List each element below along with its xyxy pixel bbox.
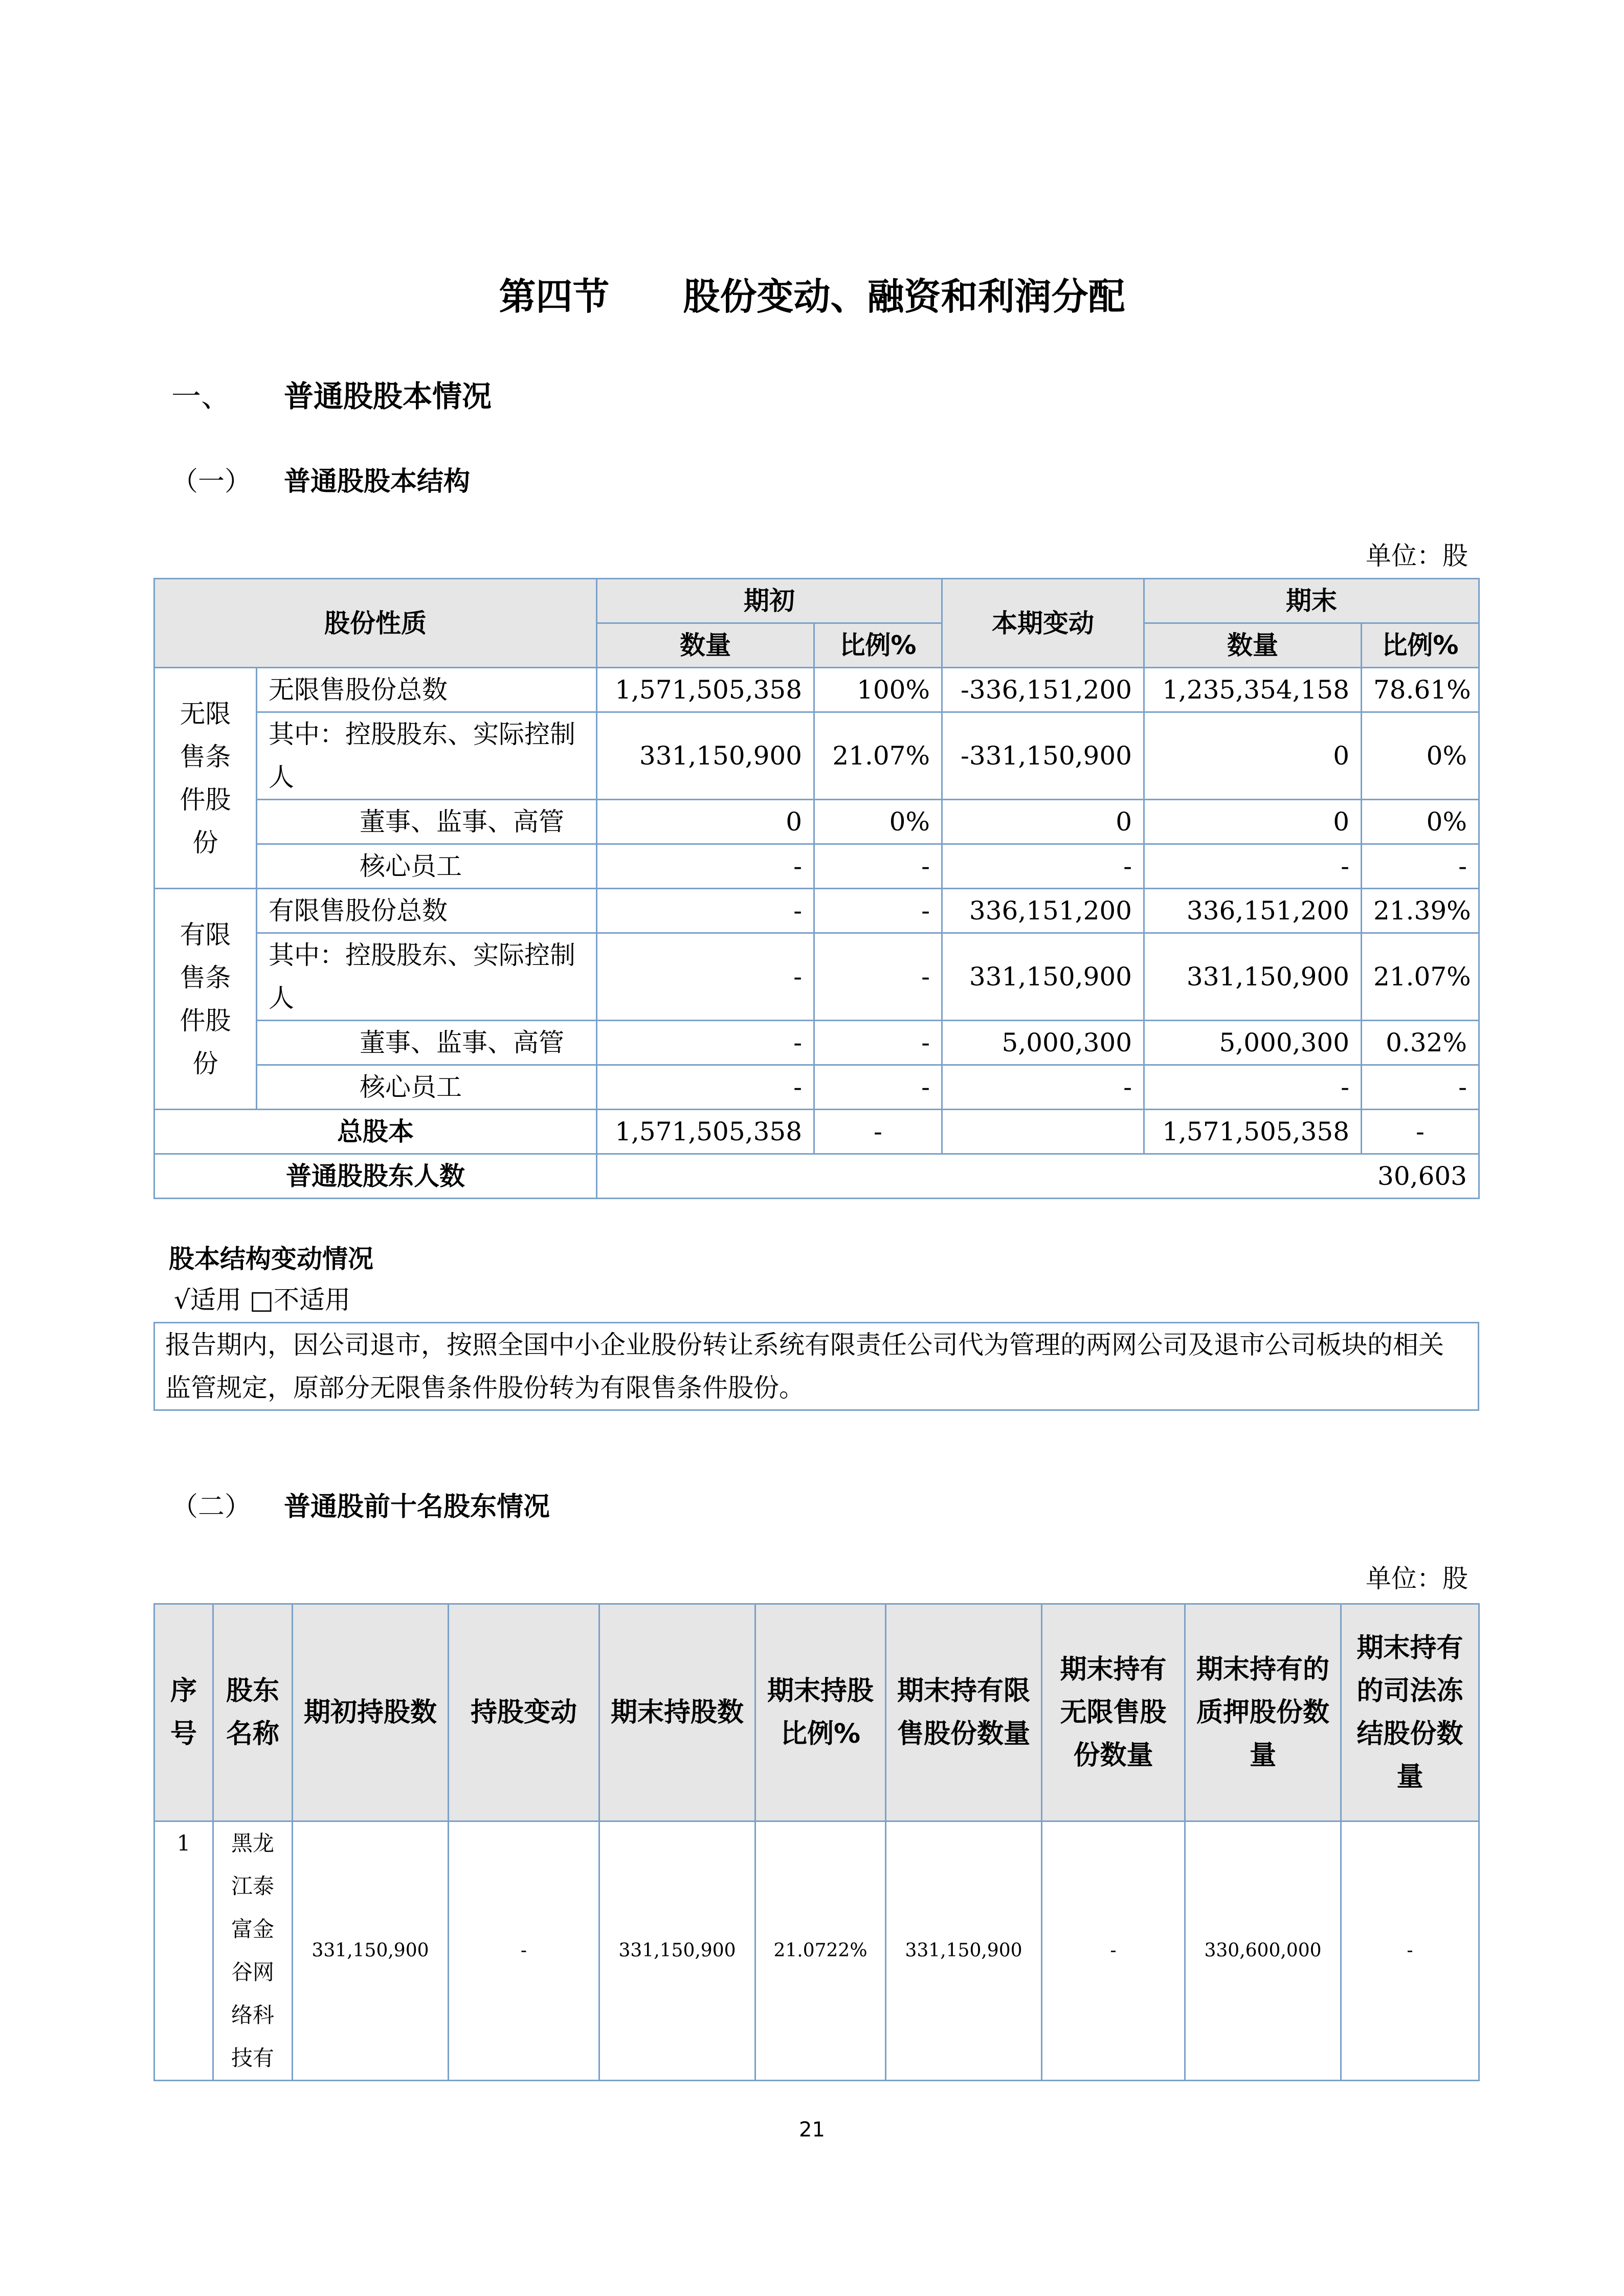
section-title: 第四节 股份变动、融资和利润分配 — [499, 275, 1125, 318]
cell-end-ratio: 0% — [1362, 712, 1479, 800]
col-end-shares: 期末持股数 — [599, 1604, 755, 1821]
header-period-change: 本期变动 — [942, 579, 1144, 668]
cell-end-ratio: 21.07% — [1362, 933, 1479, 1021]
cell-change: 5,000,300 — [942, 1021, 1144, 1065]
row-label: 核心员工 — [257, 1065, 597, 1110]
table-row — [154, 1021, 1479, 1065]
row-label: 董事、监事、高管 — [257, 800, 597, 844]
cell-end-ratio: 78.61% — [1362, 668, 1479, 712]
row-label: 有限售股份总数 — [257, 889, 597, 933]
heading-1-number: 一、 — [171, 379, 231, 414]
share-structure-table — [153, 578, 1480, 1199]
total-change — [942, 1110, 1144, 1154]
holders-row — [154, 1154, 1479, 1199]
cell-change: - — [942, 844, 1144, 889]
table-row — [154, 889, 1479, 933]
cell-end-shares: 331,150,900 — [599, 1821, 755, 2081]
cell-begin-ratio: 100% — [814, 668, 942, 712]
total-label: 总股本 — [154, 1110, 597, 1154]
cell-end-qty: 0 — [1144, 712, 1362, 800]
cell-begin-qty: - — [597, 1065, 814, 1110]
cell-begin-qty: 331,150,900 — [597, 712, 814, 800]
cell-seq: 1 — [154, 1821, 213, 2081]
holders-label: 普通股股东人数 — [154, 1154, 597, 1199]
cell-end-qty: - — [1144, 844, 1362, 889]
col-unrestricted: 期末持有无限售股份数量 — [1042, 1604, 1185, 1821]
cell-begin-qty: - — [597, 889, 814, 933]
cell-begin-ratio: - — [814, 844, 942, 889]
cell-change: - — [449, 1821, 599, 2081]
cell-change: -331,150,900 — [942, 712, 1144, 800]
cell-end-ratio: 0% — [1362, 800, 1479, 844]
cell-begin-qty: - — [597, 1021, 814, 1065]
heading-2b-number: （二） — [171, 1492, 252, 1522]
cell-frozen: - — [1341, 1821, 1479, 2081]
cell-begin-ratio: - — [814, 933, 942, 1021]
table-row — [154, 712, 1479, 800]
change-note: 报告期内，因公司退市，按照全国中小企业股份转让系统有限责任公司代为管理的两网公司及退市公司板块的相关监管规定，原部分无限售条件股份转为有限售条件股份。 — [153, 1322, 1479, 1411]
cell-begin-qty: 0 — [597, 800, 814, 844]
cell-name: 黑龙江泰富金谷网络科技有 — [213, 1821, 293, 2081]
total-row — [154, 1110, 1479, 1154]
cell-change: - — [942, 1065, 1144, 1110]
heading-2a-number: （一） — [171, 466, 252, 497]
cell-end-ratio: 21.39% — [1362, 889, 1479, 933]
col-seq: 序号 — [154, 1604, 213, 1821]
col-restricted: 期末持有限售股份数量 — [886, 1604, 1042, 1821]
col-frozen: 期末持有的司法冻结股份数量 — [1341, 1604, 1479, 1821]
table-row — [154, 933, 1479, 1021]
col-pledged: 期末持有的质押股份数量 — [1185, 1604, 1341, 1821]
cell-end-qty: 0 — [1144, 800, 1362, 844]
cell-end-ratio: 0.32% — [1362, 1021, 1479, 1065]
cell-begin-ratio: 21.07% — [814, 712, 942, 800]
col-end-ratio: 期末持股比例% — [755, 1604, 886, 1821]
header-begin-qty: 数量 — [597, 623, 814, 668]
table-row — [154, 844, 1479, 889]
heading-2b-text: 普通股前十名股东情况 — [284, 1492, 550, 1522]
cell-end-qty: 5,000,300 — [1144, 1021, 1362, 1065]
table-row — [154, 668, 1479, 712]
cell-unrestricted: - — [1042, 1821, 1185, 2081]
row-label: 其中：控股股东、实际控制人 — [257, 712, 597, 800]
cell-end-qty: 1,235,354,158 — [1144, 668, 1362, 712]
header-beginning: 期初 — [597, 579, 942, 623]
cell-change: -336,151,200 — [942, 668, 1144, 712]
heading-1-text: 普通股股本情况 — [284, 379, 492, 414]
header-end-ratio: 比例% — [1362, 623, 1479, 668]
total-begin-qty: 1,571,505,358 — [597, 1110, 814, 1154]
unit-label-1: 单位：股 — [1366, 541, 1468, 571]
total-end-qty: 1,571,505,358 — [1144, 1110, 1362, 1154]
cell-change: 331,150,900 — [942, 933, 1144, 1021]
total-end-ratio: - — [1362, 1110, 1479, 1154]
cell-begin-ratio: 0% — [814, 800, 942, 844]
header-end: 期末 — [1144, 579, 1479, 623]
cell-begin-ratio: - — [814, 889, 942, 933]
cell-end-ratio: 21.0722% — [755, 1821, 886, 2081]
cell-begin-shares: 331,150,900 — [293, 1821, 449, 2081]
col-name: 股东名称 — [213, 1604, 293, 1821]
top-shareholders-table — [153, 1603, 1480, 2081]
row-label: 无限售股份总数 — [257, 668, 597, 712]
header-begin-ratio: 比例% — [814, 623, 942, 668]
cell-end-ratio: - — [1362, 844, 1479, 889]
row-label: 董事、监事、高管 — [257, 1021, 597, 1065]
col-change: 持股变动 — [449, 1604, 599, 1821]
cell-end-qty: 331,150,900 — [1144, 933, 1362, 1021]
cell-end-qty: 336,151,200 — [1144, 889, 1362, 933]
change-title: 股本结构变动情况 — [169, 1244, 373, 1274]
cell-begin-ratio: - — [814, 1065, 942, 1110]
cell-end-qty: - — [1144, 1065, 1362, 1110]
group-restricted: 有限售条件股份 — [154, 889, 257, 1110]
table-row — [154, 800, 1479, 844]
cell-begin-qty: - — [597, 844, 814, 889]
cell-begin-ratio: - — [814, 1021, 942, 1065]
col-begin-shares: 期初持股数 — [293, 1604, 449, 1821]
header-share-nature: 股份性质 — [154, 579, 597, 668]
total-begin-ratio: - — [814, 1110, 942, 1154]
cell-pledged: 330,600,000 — [1185, 1821, 1341, 2081]
cell-change: 0 — [942, 800, 1144, 844]
table-row — [154, 1065, 1479, 1110]
page-number: 21 — [799, 2118, 825, 2142]
cell-begin-qty: - — [597, 933, 814, 1021]
unit-label-2: 单位：股 — [1366, 1564, 1468, 1593]
header-end-qty: 数量 — [1144, 623, 1362, 668]
cell-end-ratio: - — [1362, 1065, 1479, 1110]
holders-value: 30,603 — [597, 1154, 1479, 1199]
table-row — [154, 1821, 1479, 2081]
applicability: √适用 □不适用 — [174, 1285, 350, 1315]
cell-begin-qty: 1,571,505,358 — [597, 668, 814, 712]
row-label: 其中：控股股东、实际控制人 — [257, 933, 597, 1021]
cell-restricted: 331,150,900 — [886, 1821, 1042, 2081]
heading-2a-text: 普通股股本结构 — [284, 466, 471, 497]
cell-change: 336,151,200 — [942, 889, 1144, 933]
row-label: 核心员工 — [257, 844, 597, 889]
group-unrestricted: 无限售条件股份 — [154, 668, 257, 889]
